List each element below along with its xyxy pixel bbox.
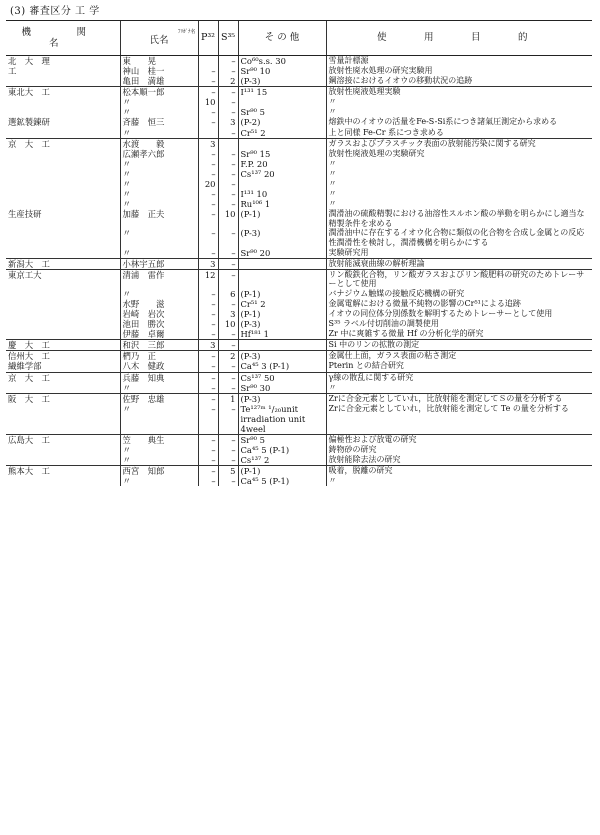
purpose-cell: 放射性廃液処理の実験研究 [326, 149, 592, 159]
name-cell: 〃 [120, 199, 198, 209]
other-cell: I¹³¹ 15 [238, 87, 326, 98]
col-name-furigana: ﾌﾘｶﾞﾅ名 [177, 29, 196, 36]
other-cell: Ca⁴⁵ 5 (P-1) [238, 445, 326, 455]
s35-cell: – [218, 269, 238, 289]
table-row [6, 289, 592, 299]
s35-cell: – [218, 476, 238, 486]
other-cell: (P-1) [238, 209, 326, 228]
s35-cell: – [218, 107, 238, 117]
name-cell: 加藤 正夫 [120, 209, 198, 228]
purpose-cell: Zrに合金元素としていれ，比放射能を測定してＳの量を分析する [326, 393, 592, 404]
table-row [6, 117, 592, 127]
name-cell: 水渡 毅 [120, 138, 198, 149]
purpose-cell: 雪量計標源 [326, 56, 592, 67]
s35-cell: 3 [218, 117, 238, 127]
name-cell: 〃 [120, 455, 198, 466]
name-cell: 〃 [120, 289, 198, 299]
table-row [6, 329, 592, 340]
s35-cell: – [218, 159, 238, 169]
s35-cell: 2 [218, 351, 238, 362]
other-cell: Sr⁹⁰ 15 [238, 149, 326, 159]
s35-cell: 6 [218, 289, 238, 299]
other-cell: Ru¹⁰⁶ 1 [238, 199, 326, 209]
name-cell: 笠 典生 [120, 434, 198, 445]
p32-cell: – [198, 299, 218, 309]
name-cell: 神山 桂一 [120, 66, 198, 76]
org-cell: 東京工大 [6, 269, 120, 289]
s35-cell: – [218, 372, 238, 383]
s35-cell: – [218, 87, 238, 98]
purpose-cell: 〃 [326, 97, 592, 107]
purpose-cell: Zrに合金元素としていれ，比放射能を測定して Te の量を分析する [326, 404, 592, 435]
name-cell: 〃 [120, 248, 198, 259]
s35-cell: – [218, 228, 238, 247]
s35-cell: – [218, 340, 238, 351]
s35-cell: – [218, 97, 238, 107]
s35-cell: – [218, 199, 238, 209]
org-cell: 阪 大 工 [6, 393, 120, 404]
name-cell: 〃 [120, 404, 198, 435]
table-row [6, 128, 592, 139]
other-cell [238, 258, 326, 269]
other-cell: F.P. 20 [238, 159, 326, 169]
purpose-cell: S³⁵ ラベル付切削油の調製使用 [326, 319, 592, 329]
name-cell: 〃 [120, 179, 198, 189]
other-cell [238, 340, 326, 351]
purpose-cell: 鋳物砂の研究 [326, 445, 592, 455]
table-row [6, 97, 592, 107]
org-cell [6, 383, 120, 394]
table-row [6, 258, 592, 269]
p32-cell: – [198, 289, 218, 299]
name-cell: 亀田 満雄 [120, 76, 198, 87]
org-cell: 繊維学部 [8, 361, 42, 372]
org-cell [6, 169, 120, 179]
name-cell: 八木 健政 [120, 361, 198, 372]
p32-cell: – [198, 434, 218, 445]
other-cell: Co⁶⁰s.s. 30 [238, 56, 326, 67]
name-cell: 広瀬孝六郎 [120, 149, 198, 159]
other-cell [238, 179, 326, 189]
purpose-cell: 〃 [326, 179, 592, 189]
purpose-cell: バナジウム触媒の接触反応機構の研究 [326, 289, 592, 299]
name-cell: 兵藤 知典 [120, 372, 198, 383]
name-cell: 〃 [120, 445, 198, 455]
p32-cell: 3 [198, 138, 218, 149]
table-row [6, 361, 592, 372]
table-row [6, 87, 592, 98]
table-row [6, 434, 592, 445]
org-cell [6, 128, 120, 139]
table-row [6, 319, 592, 329]
table-row [6, 393, 592, 404]
p32-cell: – [198, 372, 218, 383]
org-cell [6, 289, 120, 299]
name-cell: 佐野 忠雄 [120, 393, 198, 404]
p32-cell: – [198, 159, 218, 169]
other-cell: Cr⁵¹ 2 [238, 299, 326, 309]
table-row [6, 372, 592, 383]
p32-cell: – [198, 476, 218, 486]
name-cell: 清浦 雷作 [120, 269, 198, 289]
p32-cell: – [198, 66, 218, 76]
p32-cell: – [198, 383, 218, 394]
table-row [6, 340, 592, 351]
table-row [6, 107, 592, 117]
s35-cell: – [218, 329, 238, 340]
s35-cell: – [218, 189, 238, 199]
p32-cell: 3 [198, 340, 218, 351]
p32-cell: – [198, 228, 218, 247]
table-row [6, 149, 592, 159]
org-cell [6, 455, 120, 466]
table-row [6, 179, 592, 189]
org-cell [6, 199, 120, 209]
s35-cell: 2 [218, 76, 238, 87]
org-cell: 東北大 工 [6, 87, 120, 98]
table-header-row [6, 21, 592, 56]
other-cell: (P-1) [238, 466, 326, 477]
other-cell: Sr⁹⁰ 30 [238, 383, 326, 394]
other-cell: Hf¹⁸¹ 1 [238, 329, 326, 340]
s35-cell: – [218, 66, 238, 76]
s35-cell: – [218, 128, 238, 139]
org-cell [6, 248, 120, 259]
col-purpose: 使 用 目 的 [326, 21, 592, 56]
s35-cell: 3 [218, 309, 238, 319]
purpose-cell: 放射能除去法の研究 [326, 455, 592, 466]
s35-cell: – [218, 361, 238, 372]
org-cell [6, 319, 120, 329]
org-cell [6, 149, 120, 159]
purpose-cell: 鋼溶接におけるイオウの移動状況の追跡 [326, 76, 592, 87]
name-cell: 伊藤 卓爾 [120, 329, 198, 340]
s35-cell: – [218, 169, 238, 179]
p32-cell [198, 128, 218, 139]
org-cell: 京 大 工 [6, 372, 120, 383]
p32-cell: – [198, 107, 218, 117]
p32-cell: – [198, 117, 218, 127]
name-cell: 〃 [120, 97, 198, 107]
table-row [6, 466, 592, 477]
table-row [6, 138, 592, 149]
s35-cell: – [218, 455, 238, 466]
other-cell [238, 138, 326, 149]
table-row [6, 351, 592, 362]
p32-cell: – [198, 248, 218, 259]
s35-cell: 10 [218, 209, 238, 228]
other-cell [238, 269, 326, 289]
s35-cell: – [218, 149, 238, 159]
other-cell: Cs¹³⁷ 50 [238, 372, 326, 383]
org-cell: 北 大 理 [6, 56, 120, 67]
other-cell: Sr⁹⁰ 10 [238, 66, 326, 76]
other-cell: (P-2) [238, 117, 326, 127]
name-cell: 岩崎 岩次 [120, 309, 198, 319]
name-cell: 斉藤 恒三 [120, 117, 198, 127]
p32-cell: 3 [198, 258, 218, 269]
p32-cell: – [198, 149, 218, 159]
purpose-cell: 金属仕上面，ガラス表面の粘さ測定 [326, 351, 592, 362]
p32-cell: – [198, 393, 218, 404]
name-cell: 池田 勝次 [120, 319, 198, 329]
other-cell: (P-3) [238, 228, 326, 247]
purpose-cell: Pterin との結合研究 [326, 361, 592, 372]
table-row [6, 476, 592, 486]
usage-table [6, 20, 592, 486]
s35-cell: – [218, 299, 238, 309]
org-cell: 京 大 工 [6, 138, 120, 149]
p32-cell: – [198, 445, 218, 455]
other-cell: Sr⁹⁰ 5 [238, 107, 326, 117]
s35-cell: 10 [218, 319, 238, 329]
org-cell [6, 179, 120, 189]
org-cell [6, 329, 120, 340]
org-cell [6, 159, 120, 169]
purpose-cell: 〃 [326, 199, 592, 209]
p32-cell: – [198, 404, 218, 435]
s35-cell: – [218, 445, 238, 455]
name-cell: 小林宇五郎 [120, 258, 198, 269]
other-cell: (P-3) [238, 76, 326, 87]
purpose-cell: 放射能滅衰曲線の解析理論 [326, 258, 592, 269]
purpose-cell: リン酸鉄化合物，リン酸ガラスおよびリン酸肥料の研究のためトレーサーとして使用 [326, 269, 592, 289]
other-cell: Cs¹³⁷ 2 [238, 455, 326, 466]
table-row [6, 159, 592, 169]
table-row [6, 383, 592, 394]
org-cell: 信州大 工 [6, 351, 120, 362]
org-cell [6, 309, 120, 319]
s35-cell: – [218, 179, 238, 189]
purpose-cell: 実験研究用 [326, 248, 592, 259]
p32-cell: – [198, 199, 218, 209]
purpose-cell: 潤滑油の硫酸精製における油溶性スルホン酸の挙動を明らかにし適当な精製条件を求める [326, 209, 592, 228]
org-cell: 選鉱製錬研 [8, 117, 50, 128]
name-cell: 〃 [120, 383, 198, 394]
name-cell: 〃 [120, 169, 198, 179]
name-cell: 東 晃 [120, 56, 198, 67]
p32-cell: – [198, 319, 218, 329]
org-cell [6, 299, 120, 309]
purpose-cell: 〃 [326, 189, 592, 199]
s35-cell: – [218, 434, 238, 445]
purpose-cell: 上と同様 Fe-Cr 系につき求める [326, 128, 592, 139]
name-cell: 西宮 知郎 [120, 466, 198, 477]
org-cell [6, 107, 120, 117]
table-row [6, 228, 592, 247]
purpose-cell: イオウの同位体分別係数を解明するためトレーサーとして使用 [326, 309, 592, 319]
purpose-cell: 〃 [326, 383, 592, 394]
purpose-cell: 〃 [326, 476, 592, 486]
org-cell: 熊本大 工 [6, 466, 120, 477]
purpose-cell: Zr 中に爽雑する微量 Hf の分析化学的研究 [326, 329, 592, 340]
name-cell: 〃 [120, 189, 198, 199]
table-row [6, 199, 592, 209]
purpose-cell: 放射性廃液処理実験 [326, 87, 592, 98]
col-p32: P³² [198, 21, 218, 56]
org-cell: 広島大 工 [6, 434, 120, 445]
p32-cell: – [198, 169, 218, 179]
purpose-cell: 〃 [326, 169, 592, 179]
other-cell: Cr⁵¹ 2 [238, 128, 326, 139]
name-cell: 〃 [120, 159, 198, 169]
table-row [6, 404, 592, 435]
p32-cell: – [198, 87, 218, 98]
p32-cell: – [198, 76, 218, 87]
s35-cell: – [218, 258, 238, 269]
col-other: そ の 他 [238, 21, 326, 56]
p32-cell: 10 [198, 97, 218, 107]
s35-cell [218, 138, 238, 149]
p32-cell: 20 [198, 179, 218, 189]
table-row [6, 76, 592, 87]
table-row [6, 189, 592, 199]
purpose-cell: Si 中のリンの拡散の測定 [326, 340, 592, 351]
name-cell: 椚乃 正 [120, 351, 198, 362]
p32-cell [198, 56, 218, 67]
p32-cell: – [198, 351, 218, 362]
other-cell: Ca⁴⁵ 3 (P-1) [238, 361, 326, 372]
other-cell: (P-3) [238, 351, 326, 362]
table-row [6, 56, 592, 67]
other-cell: Te¹²⁷ᵐ ¹/₂₀unit irradiation unit 4weel [238, 404, 326, 435]
other-cell: (P-1) [238, 289, 326, 299]
s35-cell: 5 [218, 466, 238, 477]
other-cell: (P-1) [238, 309, 326, 319]
purpose-cell: γ線の散乱に関する研究 [326, 372, 592, 383]
purpose-cell: 潤滑油中に存在するイオウ化合物に類似の化合物を合成し金属との反応性潤滑性を検討し，潤滑機構を明らかにする [326, 228, 592, 247]
p32-cell: – [198, 309, 218, 319]
s35-cell: 1 [218, 393, 238, 404]
s35-cell: – [218, 404, 238, 435]
table-row [6, 299, 592, 309]
org-cell [6, 404, 120, 435]
other-cell: (P-3) [238, 393, 326, 404]
org-cell [6, 445, 120, 455]
purpose-cell: 吸着，脱離の研究 [326, 466, 592, 477]
s35-cell: – [218, 383, 238, 394]
table-row [6, 209, 592, 228]
p32-cell: – [198, 329, 218, 340]
purpose-cell: 金属電解における微量不純物の影響のCr⁵¹による追跡 [326, 299, 592, 309]
section-heading: (3) 審査区分 工 学 [10, 6, 100, 17]
name-cell: 〃 [120, 128, 198, 139]
name-cell: 〃 [120, 107, 198, 117]
name-cell: 和沢 三郎 [120, 340, 198, 351]
table-row [6, 169, 592, 179]
org-cell [6, 76, 120, 87]
purpose-cell: 偏極性および放電の研究 [326, 434, 592, 445]
p32-cell: – [198, 361, 218, 372]
other-cell: (P-3) [238, 319, 326, 329]
table-row [6, 269, 592, 289]
table-row [6, 445, 592, 455]
col-name [120, 21, 198, 56]
col-name-label: 氏名 [149, 35, 169, 47]
p32-cell: – [198, 455, 218, 466]
p32-cell: – [198, 209, 218, 228]
org-cell: 生産技研 [8, 209, 42, 220]
col-org: 機 関 名 [6, 21, 120, 56]
other-cell: Sr⁹⁰ 5 [238, 434, 326, 445]
purpose-cell: 〃 [326, 159, 592, 169]
purpose-cell: ガラスおよびプラスチック表面の放射能汚染に関する研究 [326, 138, 592, 149]
purpose-cell: 熔鉄中のイオウの活量をFe-S-Si系につき諸氣圧測定から求める [326, 117, 592, 127]
other-cell: Cs¹³⁷ 20 [238, 169, 326, 179]
org-cell [6, 476, 120, 486]
s35-cell: – [218, 56, 238, 67]
name-cell: 〃 [120, 228, 198, 247]
other-cell: Sr⁹⁰ 20 [238, 248, 326, 259]
org-cell: 工 [8, 66, 17, 77]
other-cell: I¹³¹ 10 [238, 189, 326, 199]
org-cell [6, 228, 120, 247]
p32-cell: – [198, 466, 218, 477]
col-s35: S³⁵ [218, 21, 238, 56]
other-cell [238, 97, 326, 107]
name-cell: 〃 [120, 476, 198, 486]
org-cell [6, 189, 120, 199]
org-cell [6, 97, 120, 107]
table-row [6, 248, 592, 259]
s35-cell: – [218, 248, 238, 259]
other-cell: Ca⁴⁵ 5 (P-1) [238, 476, 326, 486]
purpose-cell: 〃 [326, 107, 592, 117]
table-row [6, 66, 592, 76]
table-row [6, 455, 592, 466]
p32-cell: – [198, 189, 218, 199]
table-row [6, 309, 592, 319]
purpose-cell: 放射性廃水処理の研究実験用 [326, 66, 592, 76]
p32-cell: 12 [198, 269, 218, 289]
org-cell: 新潟大 工 [6, 258, 120, 269]
name-cell: 松本順一郎 [120, 87, 198, 98]
name-cell: 水野 滋 [120, 299, 198, 309]
org-cell: 慶 大 工 [6, 340, 120, 351]
